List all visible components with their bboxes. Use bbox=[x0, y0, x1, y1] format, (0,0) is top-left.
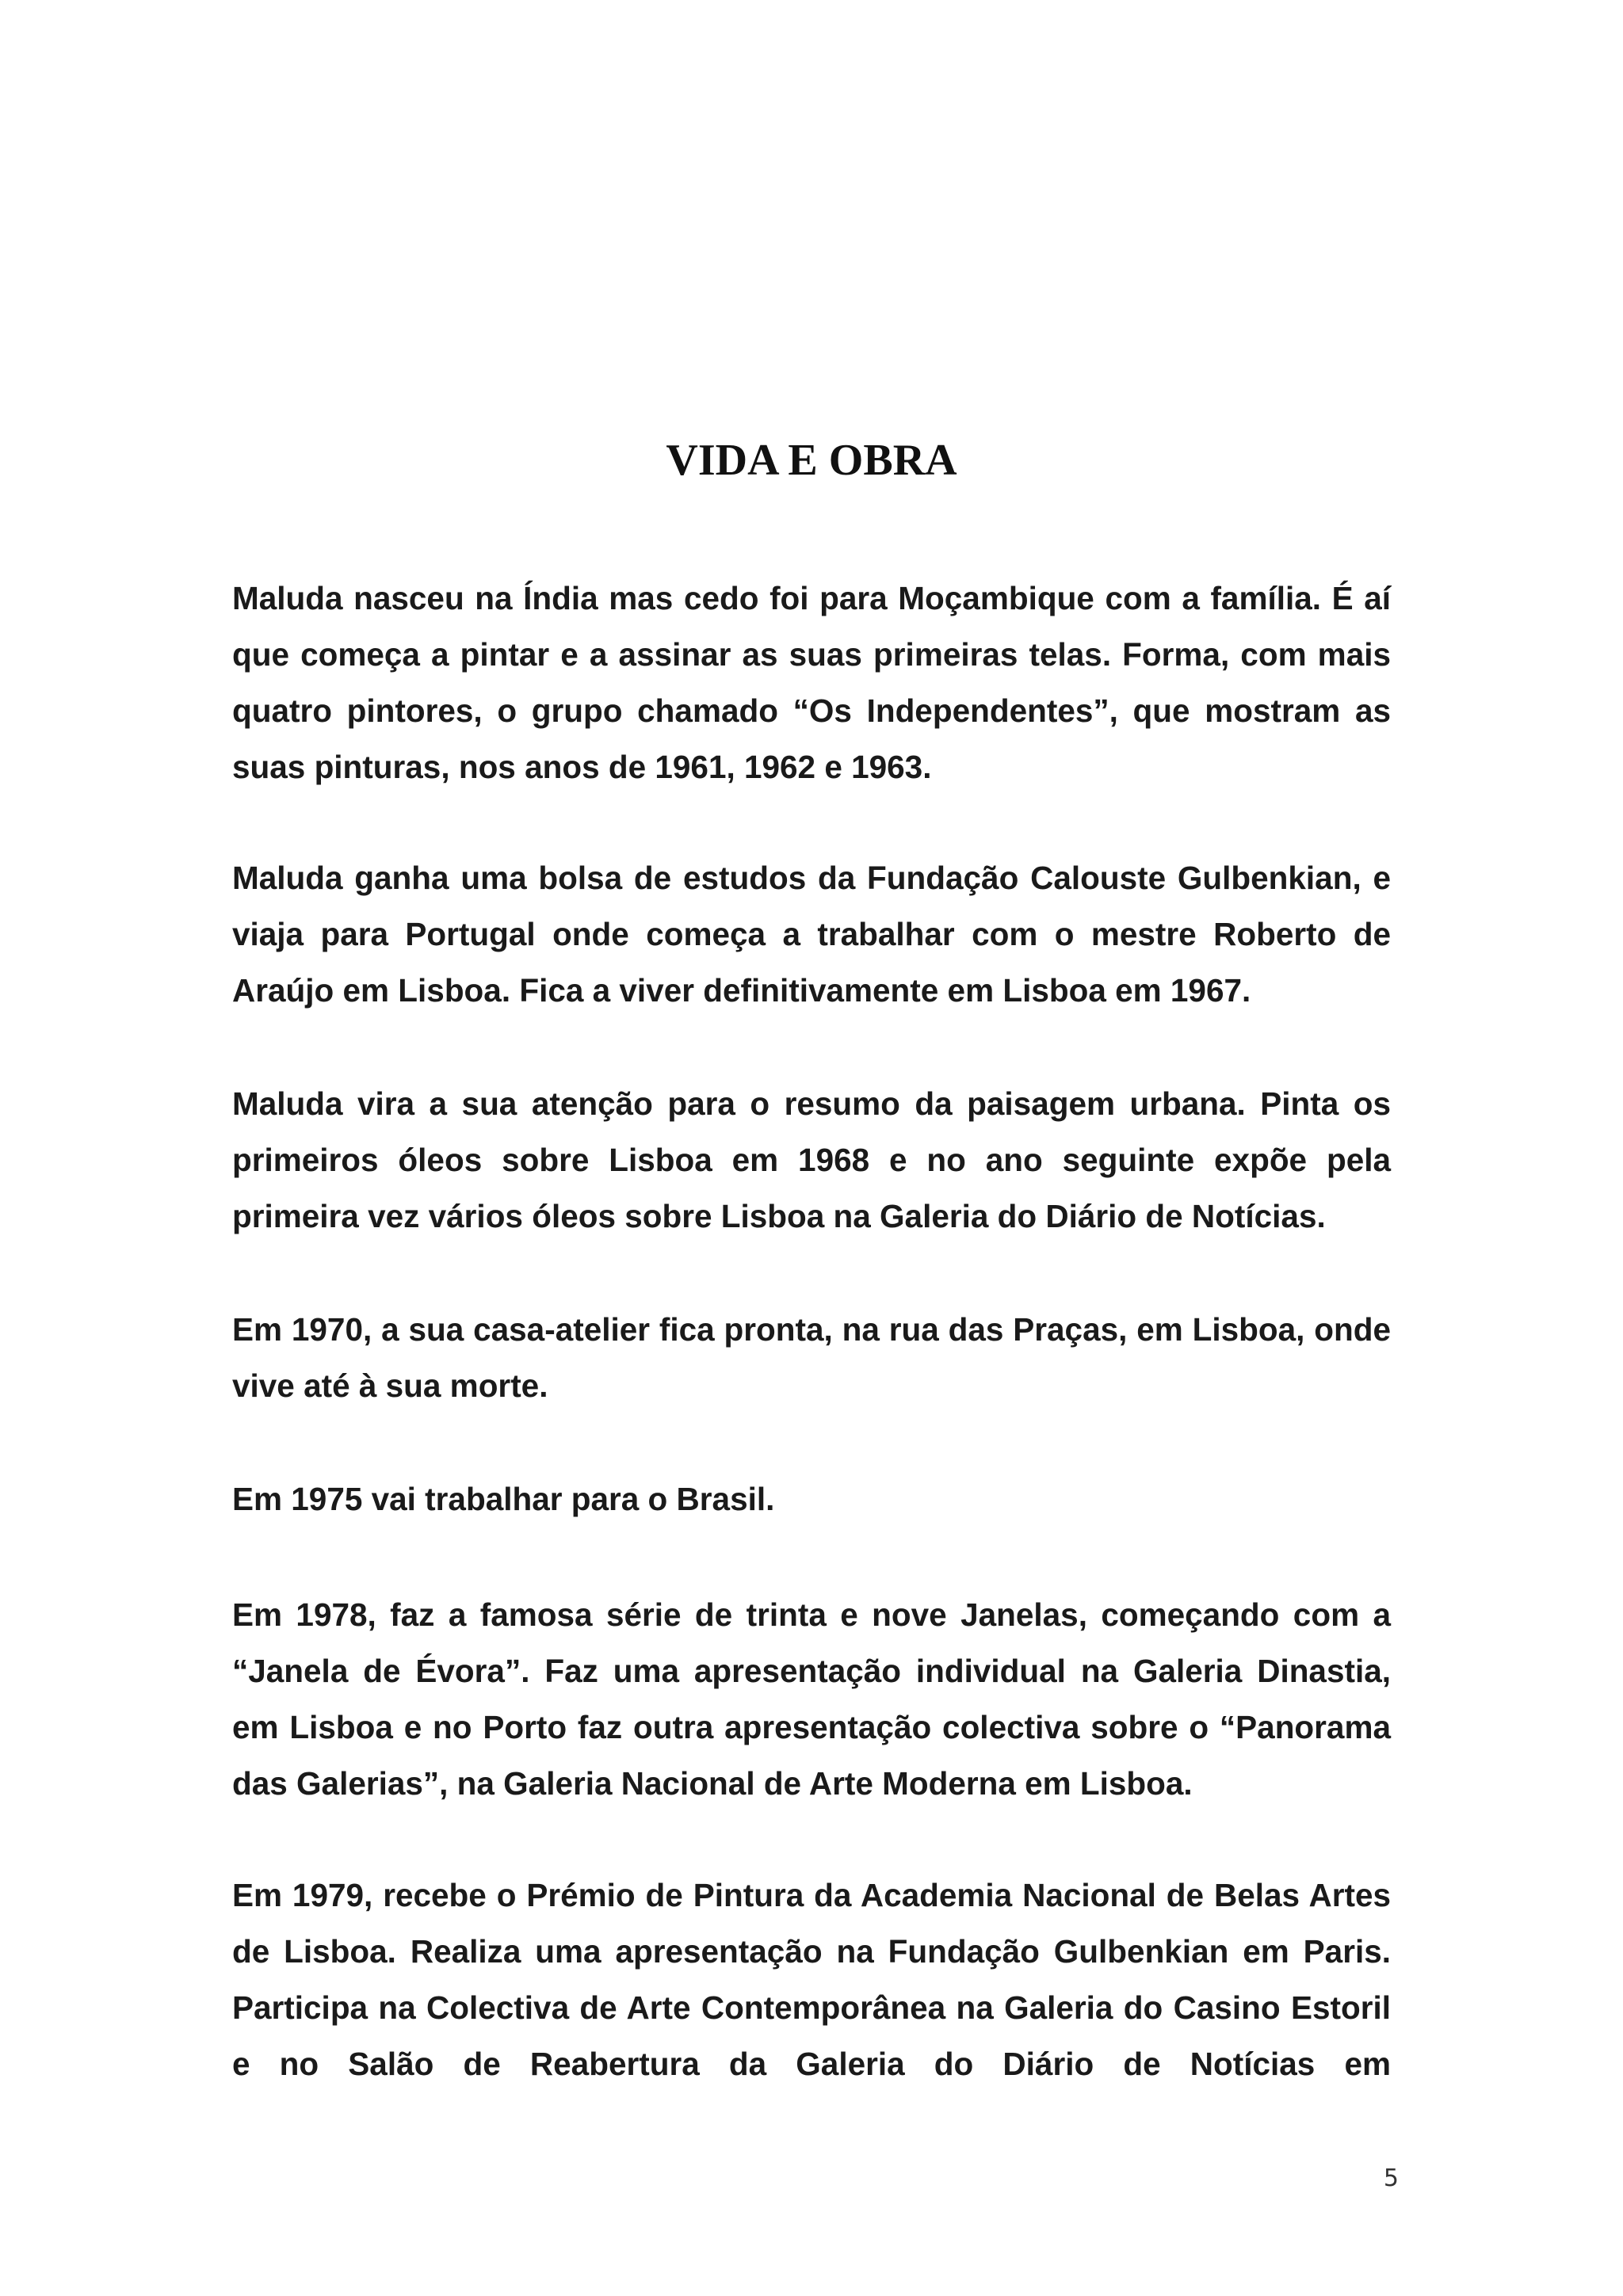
paragraph-belas-artes-prize: Em 1979, recebe o Prémio de Pintura da Academia Nacional de Belas Artes de Lisboa. Realiza uma apresentação na Fundação Gulbenkian em Paris. Participa na Colectiva de Arte Contemporânea na Galeria do Casino Estoril e no Salão de Reabertura da Galeria do Diário de Notícias em bbox=[232, 1877, 1391, 2082]
page-title: VIDA E OBRA bbox=[666, 436, 957, 485]
page-number: 5 bbox=[1383, 2164, 1399, 2192]
paragraph-casa-atelier: Em 1970, a sua casa-atelier fica pronta, na rua das Praças, em Lisboa, onde vive até à sua morte. bbox=[232, 1311, 1391, 1404]
paragraph-birth-mozambique: Maluda nasceu na Índia mas cedo foi para Moçambique com a família. É aí que começa a pintar e a assinar as suas primeiras telas. Forma, com mais quatro pintores, o grupo chamado “Os Independentes”, que mostram as suas pinturas, nos anos de 1961, 1962 e 1963. bbox=[232, 580, 1391, 785]
paragraph-janelas-series: Em 1978, faz a famosa série de trinta e nove Janelas, começando com a “Janela de Évora”. Faz uma apresentação individual na Galeria Dinastia, em Lisboa e no Porto faz outra apresentação colectiva sobre o “Panorama das Galerias”, na Galeria Nacional de Arte Moderna em Lisboa. bbox=[232, 1596, 1391, 1802]
paragraph-urban-landscape: Maluda vira a sua atenção para o resumo da paisagem urbana. Pinta os primeiros óleos sobre Lisboa em 1968 e no ano seguinte expõe pela primeira vez vários óleos sobre Lisboa na Galeria do Diário de Notícias. bbox=[232, 1085, 1391, 1234]
paragraph-gulbenkian-scholarship: Maluda ganha uma bolsa de estudos da Fundação Calouste Gulbenkian, e viaja para Portugal onde começa a trabalhar com o mestre Roberto de Araújo em Lisboa. Fica a viver definitivamente em Lisboa em 1967. bbox=[232, 860, 1391, 1009]
paragraph-brazil: Em 1975 vai trabalhar para o Brasil. bbox=[232, 1481, 775, 1517]
